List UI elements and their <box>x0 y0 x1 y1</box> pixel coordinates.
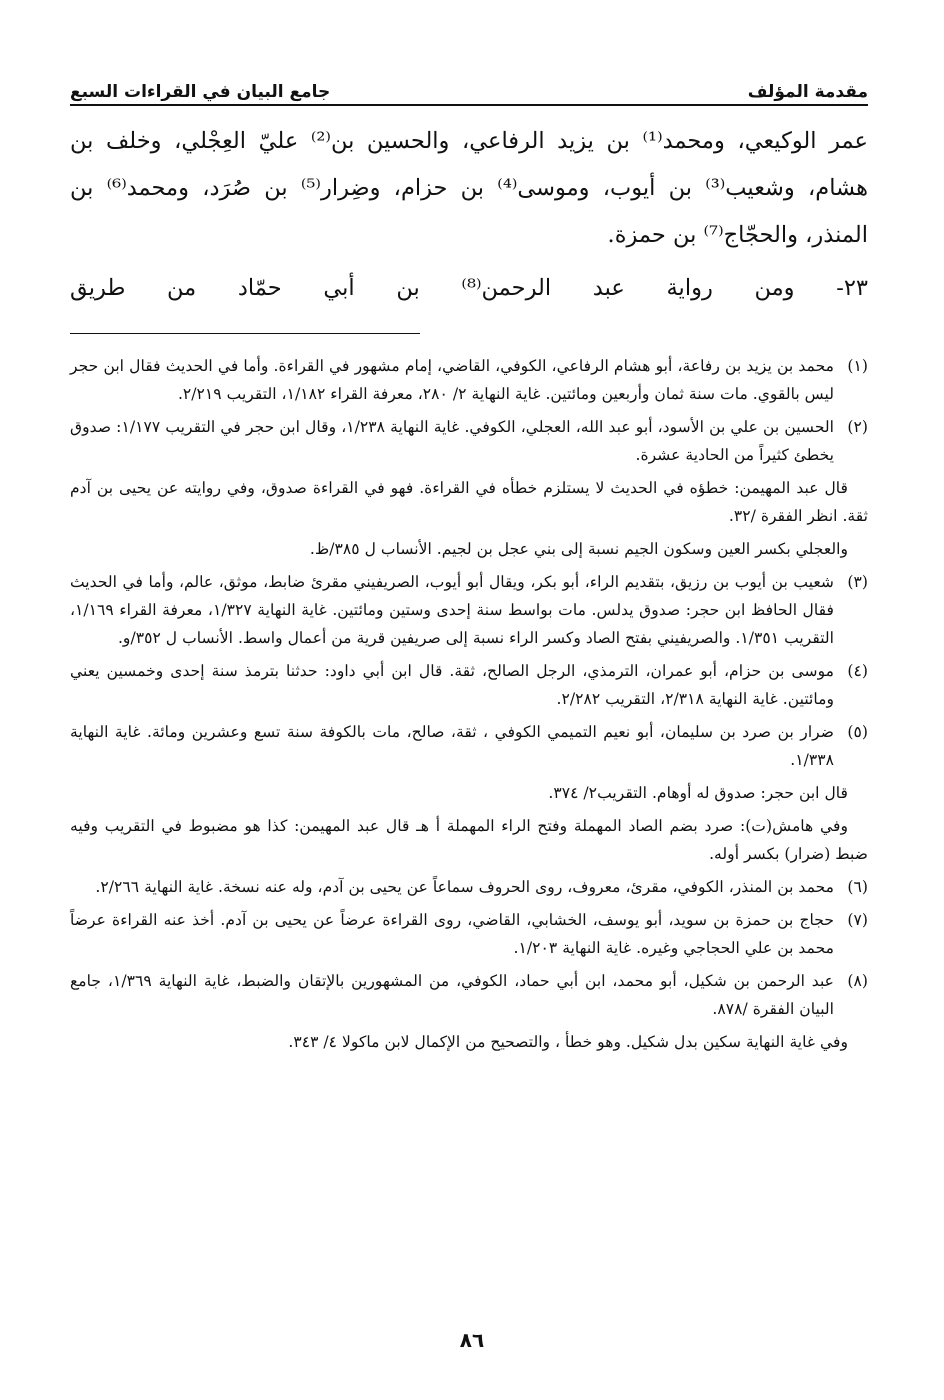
footnote-number: (١) <box>847 357 868 375</box>
footnote-number: (٤) <box>847 662 868 680</box>
footnote <box>70 352 868 408</box>
footnote-text: محمد بن يزيد بن رفاعة، أبو هشام الرفاعي، الكوفي، القاضي، إمام مشهور في القراءة. وأما في الحديث فقال ابن حجر ليس بالقوي. مات سنة ثمان وأربعين ومائتين. غاية النهاية ٢/ ٢٨٠، معرفة القراء ١/١٨٢، التقريب ٢/٢١٩. <box>70 357 834 403</box>
footnote-continuation: وفي هامش(ت): صرد بضم الصاد المهملة وفتح الراء المهملة أ هـ قال عبد المهيمن: كذا هو مضبوط في التقريب وفيه ضبط (ضرار) بكسر أوله. <box>70 817 868 863</box>
header-section-title: مقدمة المؤلف <box>747 82 868 102</box>
footnote <box>70 718 868 774</box>
header-book-title: جامع البيان في القراءات السبع <box>70 82 331 102</box>
footnote <box>70 906 868 962</box>
footnote-continuation: والعجلي بكسر العين وسكون الجيم نسبة إلى بني عجل بن لجيم. الأنساب ل ٣٨٥/ظ. <box>309 540 848 558</box>
footnote-number: (٨) <box>847 972 868 990</box>
footnote-continuation: وفي غاية النهاية سكين بدل شكيل. وهو خطأ ، والتصحيح من الإكمال لابن ماكولا ٤/ ٣٤٣. <box>288 1033 848 1051</box>
footnote <box>70 967 868 1023</box>
main-paragraph: عمر الوكيعي، ومحمد⁽¹⁾ بن يزيد الرفاعي، والحسين بن⁽²⁾ عليّ العِجْلي، وخلف بن هشام، وشعيب⁽³⁾ بن أيوب، وموسى⁽⁴⁾ بن حزام، وضِرار⁽⁵⁾ بن صُرَد، ومحمد⁽⁶⁾ بن المنذر، والحجّاج⁽⁷⁾ بن حمزة. <box>70 128 868 248</box>
footnote-number: (٢) <box>847 418 868 436</box>
footnotes <box>70 352 868 1061</box>
footnote-number: (٦) <box>847 878 868 896</box>
footnote-text: الحسين بن علي بن الأسود، أبو عبد الله، العجلي، الكوفي. غاية النهاية ١/٢٣٨، وقال ابن حجر في التقريب ١/١٧٧: صدوق يخطئ كثيراً من الحادية عشرة. <box>70 418 834 464</box>
footnote-number: (٧) <box>847 911 868 929</box>
footnote-number: (٥) <box>847 723 868 741</box>
footnote-continuation: قال ابن حجر: صدوق له أوهام. التقريب٢/ ٣٧٤. <box>548 784 848 802</box>
footnote <box>70 873 868 901</box>
header-rule <box>70 104 868 106</box>
main-text <box>70 118 868 312</box>
main-paragraph: ٢٣- ومن رواية عبد الرحمن⁽⁸⁾ بن أبي حمّاد من طريق <box>70 275 869 301</box>
footnote-text: حجاج بن حمزة بن سويد، أبو يوسف، الخشابي، القاضي، روى القراءة عرضاً عن يحيى بن آدم. أخذ عنه القراءة عرضاً محمد بن علي الحجاجي وغيره. غاية النهاية ١/٢٠٣. <box>70 911 834 957</box>
footnote-text: محمد بن المنذر، الكوفي، مقرئ، معروف، روى الحروف سماعاً عن يحيى بن آدم، وله عنه نسخة. غاية النهاية ٢/٢٦٦. <box>95 878 834 896</box>
footnote <box>70 657 868 713</box>
footnote-continuation: قال عبد المهيمن: خطؤه في الحديث لا يستلزم خطأه في القراءة. فهو في القراءة صدوق، وفي روايته عن يحيى بن آدم ثقة. انظر الفقرة /٣٢. <box>70 479 868 525</box>
footnote-text: موسى بن حزام، أبو عمران، الترمذي، الرجل الصالح، ثقة. قال ابن أبي داود: حدثنا بترمذ سنة إحدى وخمسين يعني ومائتين. غاية النهاية ٢/٣١٨، التقريب ٢/٢٨٢. <box>70 662 834 708</box>
footnote-text: عبد الرحمن بن شكيل، أبو محمد، ابن أبي حماد، الكوفي، من المشهورين بالإتقان والضبط، غاية النهاية ١/٣٦٩، جامع البيان الفقرة /٨٧٨. <box>70 972 834 1018</box>
footnote-text: ضرار بن صرد بن سليمان، أبو نعيم التميمي الكوفي ، ثقة، صالح، مات بالكوفة سنة تسع وعشرين ومائة. غاية النهاية ١/٣٣٨. <box>70 723 834 769</box>
footnote-text: شعيب بن أيوب بن رزيق، بتقديم الراء، أبو بكر، ويقال أبو أيوب، الصريفيني مقرئ ضابط، موثق، عالم، وأما في الحديث فقال الحافظ ابن حجر: صدوق يدلس. مات بواسط سنة إحدى وستين ومائتين. غاية النهاية ١/٣٢٧، معرفة القراء ١/١٦٩، التقريب ١/٣٥١. والصريفيني بفتح الصاد وكسر الراء نسبة إلى صريفين قرية من أعمال واسط. الأنساب ل ٣٥٢/و. <box>70 573 834 647</box>
page-number: ٨٦ <box>459 1328 485 1352</box>
footnote <box>70 413 868 469</box>
footnote <box>70 568 868 652</box>
footnote-number: (٣) <box>847 573 868 591</box>
running-header <box>70 68 868 102</box>
footnote-separator <box>70 333 420 334</box>
